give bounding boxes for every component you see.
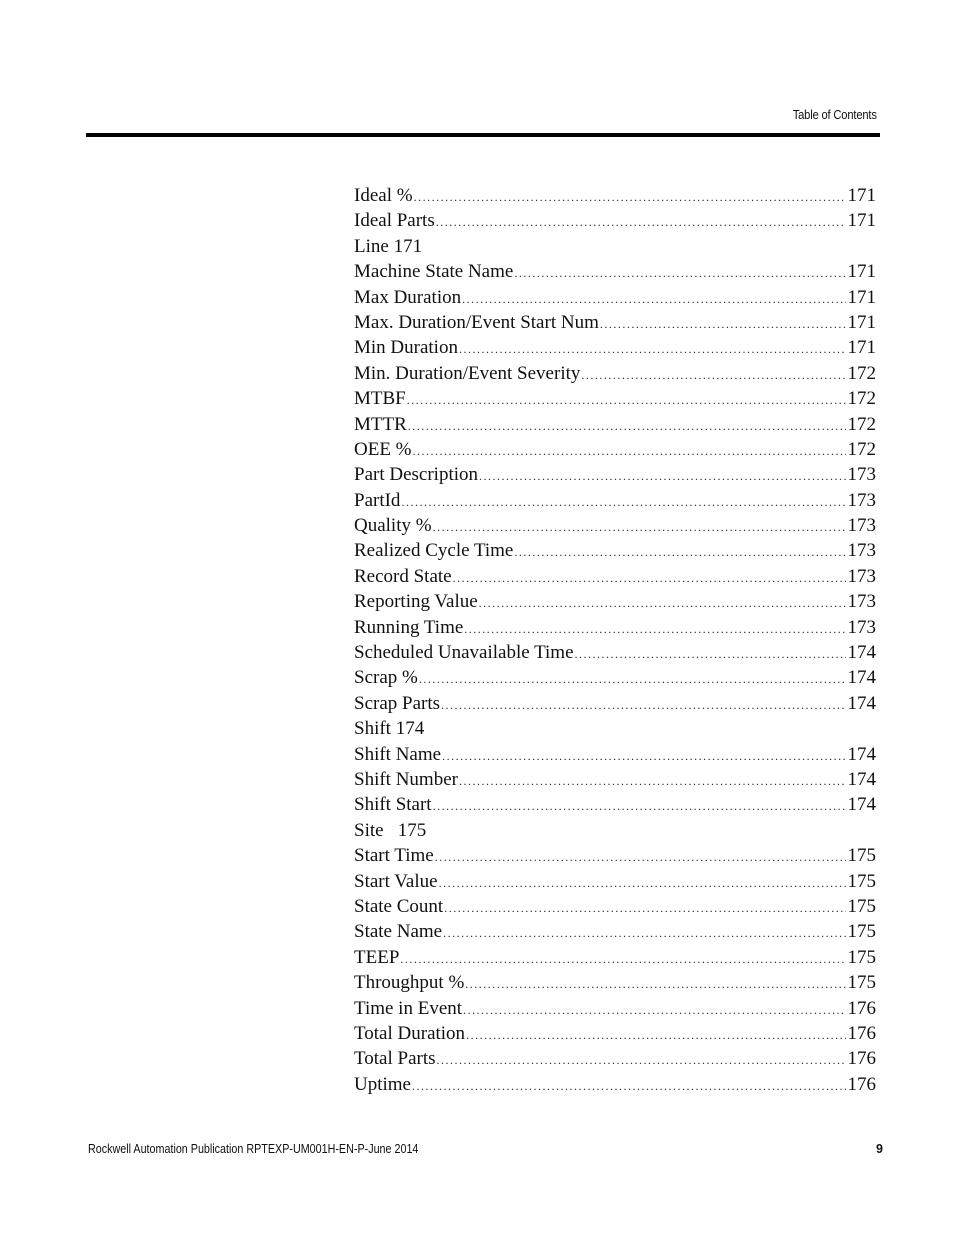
- toc-entry[interactable]: [354, 589, 876, 614]
- toc-entry-page: 173: [847, 565, 876, 587]
- toc-entry-page: 171: [847, 210, 876, 232]
- dot-leader: [433, 794, 846, 817]
- toc-entry-page: 174: [847, 743, 876, 765]
- toc-entry[interactable]: [354, 208, 876, 233]
- toc-entry-page: 172: [847, 388, 876, 410]
- dot-leader: [463, 998, 845, 1021]
- toc-entry[interactable]: [354, 412, 876, 437]
- toc-entry[interactable]: [354, 1046, 876, 1071]
- dot-leader: [443, 921, 845, 944]
- dot-leader: [437, 1048, 846, 1071]
- toc-entry-label: Start Time: [354, 845, 434, 867]
- toc-entry-label: Time in Event: [354, 997, 463, 1019]
- toc-entry-label: Shift Start: [354, 794, 432, 816]
- toc-entry-page: 176: [847, 1073, 876, 1095]
- toc-entry-page: 172: [847, 413, 876, 435]
- toc-entry-label: Quality %: [354, 515, 432, 537]
- toc-entry-label: OEE %: [354, 438, 412, 460]
- dot-leader: [514, 261, 845, 284]
- toc-entry-label: Scheduled Unavailable Time: [354, 642, 574, 664]
- toc-entry-page: 174: [847, 642, 876, 664]
- toc-entry-page: 175: [847, 895, 876, 917]
- toc-entry-label: Realized Cycle Time: [354, 540, 514, 562]
- toc-entry-label: Part Description: [354, 464, 479, 486]
- toc-entry-label: Ideal Parts: [354, 210, 435, 232]
- toc-entry-page: 171: [847, 337, 876, 359]
- dot-leader: [413, 439, 846, 462]
- toc-entry[interactable]: [354, 843, 876, 868]
- toc-entry-label: State Name: [354, 921, 443, 943]
- toc-entry-page: 173: [847, 616, 876, 638]
- toc-entry[interactable]: [354, 564, 876, 589]
- dot-leader: [436, 210, 846, 233]
- toc-entry-page: 171: [847, 286, 876, 308]
- toc-entry[interactable]: [354, 234, 876, 259]
- header-title: Table of Contents: [792, 107, 877, 122]
- dot-leader: [459, 769, 846, 792]
- toc-entry[interactable]: [354, 894, 876, 919]
- toc-entry-page: 173: [847, 591, 876, 613]
- dot-leader: [433, 515, 846, 538]
- toc-entry[interactable]: [354, 869, 876, 894]
- toc-entry-label: Site 175: [354, 819, 427, 841]
- toc-entry-page: 176: [847, 997, 876, 1019]
- toc-entry[interactable]: [354, 361, 876, 386]
- toc-entry[interactable]: [354, 259, 876, 284]
- toc-entry[interactable]: [354, 1072, 876, 1097]
- dot-leader: [441, 693, 845, 716]
- toc-entry-page: 174: [847, 768, 876, 790]
- toc-entry-label: MTTR: [354, 413, 407, 435]
- toc-entry-label: Max Duration: [354, 286, 462, 308]
- toc-entry-label: Start Value: [354, 870, 438, 892]
- toc-entry-page: 176: [847, 1022, 876, 1044]
- toc-entry-page: 175: [847, 921, 876, 943]
- toc-entry-page: 173: [847, 515, 876, 537]
- toc-entry[interactable]: [354, 615, 876, 640]
- dot-leader: [444, 896, 845, 919]
- header-rule: [86, 133, 880, 137]
- dot-leader: [514, 540, 845, 563]
- toc-entry-label: Machine State Name: [354, 261, 514, 283]
- toc-entry-page: 173: [847, 540, 876, 562]
- toc-entry[interactable]: [354, 310, 876, 335]
- toc-entry[interactable]: [354, 996, 876, 1021]
- toc-entry[interactable]: [354, 437, 876, 462]
- toc-entry[interactable]: [354, 538, 876, 563]
- toc-entry-label: Ideal %: [354, 185, 413, 206]
- toc-entry[interactable]: [354, 183, 876, 208]
- toc-entry-label: Running Time: [354, 616, 464, 638]
- toc-entry[interactable]: [354, 767, 876, 792]
- toc-entry-label: Reporting Value: [354, 591, 478, 613]
- dot-leader: [400, 947, 845, 970]
- toc-entry-page: 171: [847, 261, 876, 283]
- toc-entry-page: 173: [847, 489, 876, 511]
- toc-entry[interactable]: [354, 792, 876, 817]
- toc-entry-label: TEEP: [354, 946, 400, 968]
- toc-entry-label: Scrap %: [354, 667, 418, 689]
- dot-leader: [442, 744, 845, 767]
- dot-leader: [581, 363, 845, 386]
- toc-entry[interactable]: [354, 488, 876, 513]
- dot-leader: [600, 312, 846, 335]
- dot-leader: [459, 337, 846, 360]
- toc-entry[interactable]: [354, 462, 876, 487]
- toc-entry-page: 176: [847, 1048, 876, 1070]
- toc-entry-page: 174: [847, 667, 876, 689]
- toc-entry-page: 171: [847, 311, 876, 333]
- toc-entry[interactable]: [354, 1021, 876, 1046]
- dot-leader: [462, 287, 845, 310]
- toc-entry-label: Total Parts: [354, 1048, 436, 1070]
- toc-entry[interactable]: [354, 970, 876, 995]
- dot-leader: [464, 617, 845, 640]
- toc-entry-page: 174: [847, 692, 876, 714]
- dot-leader: [401, 490, 845, 513]
- toc-entry-label: Shift Number: [354, 768, 458, 790]
- dot-leader: [453, 566, 846, 589]
- toc-entry-page: 172: [847, 438, 876, 460]
- toc-entry-label: Scrap Parts: [354, 692, 441, 714]
- toc-entry-label: PartId: [354, 489, 401, 511]
- toc-entry-page: 175: [847, 972, 876, 994]
- toc-entry-label: Throughput %: [354, 972, 465, 994]
- toc-entry-page: 171: [847, 185, 876, 206]
- toc-entry-page: 172: [847, 362, 876, 384]
- toc-entry[interactable]: [354, 640, 876, 665]
- footer-page-number: 9: [876, 1142, 883, 1156]
- dot-leader: [408, 414, 846, 437]
- toc-entry-page: 175: [847, 946, 876, 968]
- dot-leader: [575, 642, 846, 665]
- toc-entry-label: State Count: [354, 895, 444, 917]
- toc-entry-label: Line 171: [354, 235, 423, 257]
- toc-entry-label: Total Duration: [354, 1022, 466, 1044]
- dot-leader: [479, 464, 845, 487]
- dot-leader: [414, 185, 846, 208]
- dot-leader: [435, 845, 846, 868]
- dot-leader: [439, 871, 846, 894]
- dot-leader: [465, 972, 845, 995]
- toc-entry[interactable]: [354, 716, 876, 741]
- toc-entry-label: Shift Name: [354, 743, 442, 765]
- dot-leader: [479, 591, 846, 614]
- toc-entry[interactable]: [354, 386, 876, 411]
- toc-entry-page: 175: [847, 870, 876, 892]
- toc-entry-label: Uptime: [354, 1073, 411, 1095]
- toc-entry-page: 173: [847, 464, 876, 486]
- dot-leader: [466, 1023, 845, 1046]
- dot-leader: [412, 1074, 846, 1097]
- toc-entry[interactable]: [354, 513, 876, 538]
- toc-entry[interactable]: [354, 691, 876, 716]
- dot-leader: [407, 388, 846, 411]
- footer-publication: Rockwell Automation Publication RPTEXP-UM001H-EN-P-June 2014: [88, 1142, 419, 1156]
- toc-entry[interactable]: [354, 818, 876, 843]
- toc-entry-label: Shift 174: [354, 718, 425, 740]
- toc-entry[interactable]: [354, 742, 876, 767]
- toc-entry[interactable]: [354, 919, 876, 944]
- toc-entry[interactable]: [354, 665, 876, 690]
- toc-entry-page: 175: [847, 845, 876, 867]
- toc-entry-page: 174: [847, 794, 876, 816]
- toc-list: [354, 183, 876, 1097]
- dot-leader: [419, 667, 846, 690]
- toc-entry-label: Min Duration: [354, 337, 458, 359]
- toc-entry-label: MTBF: [354, 388, 406, 410]
- toc-entry-label: Min. Duration/Event Severity: [354, 362, 581, 384]
- toc-entry[interactable]: [354, 335, 876, 360]
- toc-entry-label: Record State: [354, 565, 452, 587]
- toc-entry-label: Max. Duration/Event Start Num: [354, 311, 599, 333]
- toc-entry[interactable]: [354, 285, 876, 310]
- toc-entry[interactable]: [354, 945, 876, 970]
